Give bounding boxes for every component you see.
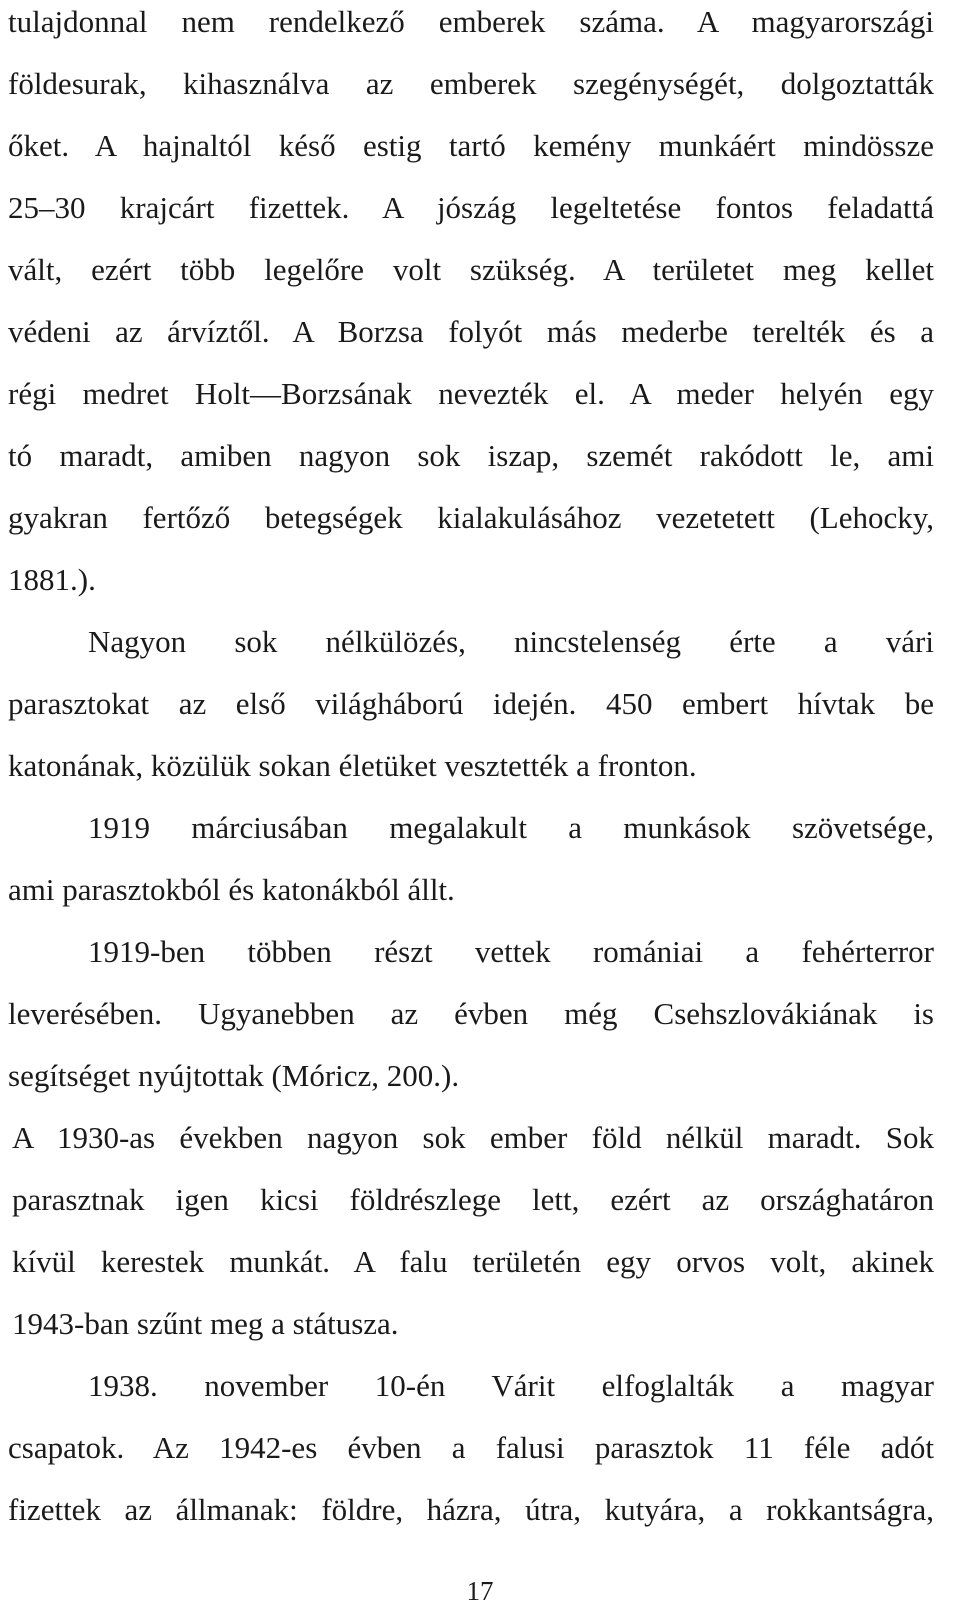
page-number: 17 — [466, 1576, 494, 1606]
text-line: védeni az árvíztől. A Borzsa folyót más mederbe terelték és a — [8, 314, 934, 349]
text-line: gyakran fertőző betegségek kialakulásához vezetetett (Lehocky, — [8, 500, 934, 535]
text-line: leverésében. Ugyanebben az évben még Csehszlovákiának is — [8, 996, 934, 1031]
text-line: parasztnak igen kicsi földrészlege lett, ezért az országhatáron — [12, 1182, 934, 1217]
text-line: A 1930-as években nagyon sok ember föld nélkül maradt. Sok — [12, 1120, 934, 1155]
text-line: vált, ezért több legelőre volt szükség. A területet meg kellet — [8, 252, 934, 287]
text-line: ami parasztokból és katonákból állt. — [8, 872, 455, 907]
text-line: 1919-ben többen részt vettek romániai a fehérterror — [88, 934, 934, 969]
text-line: 1938. november 10-én Várit elfoglalták a magyar — [88, 1368, 934, 1403]
text-line: földesurak, kihasználva az emberek szegénységét, dolgoztatták — [8, 66, 934, 101]
text-line: régi medret Holt—Borzsának nevezték el. A meder helyén egy — [8, 376, 934, 411]
text-line: 1919 márciusában megalakult a munkások szövetsége, — [88, 810, 934, 845]
text-line: 25–30 krajcárt fizettek. A jószág legeltetése fontos feladattá — [8, 190, 934, 225]
text-line: csapatok. Az 1942-es évben a falusi parasztok 11 féle adót — [8, 1430, 934, 1465]
text-line: őket. A hajnaltól késő estig tartó kemény munkáért mindössze — [8, 128, 934, 163]
text-line: segítséget nyújtottak (Móricz, 200.). — [8, 1058, 460, 1093]
text-line: kívül kerestek munkát. A falu területén egy orvos volt, akinek — [12, 1244, 934, 1279]
text-line: parasztokat az első világháború idején. 450 embert hívtak be — [8, 686, 934, 721]
text-line: Nagyon sok nélkülözés, nincstelenség érte a vári — [88, 624, 934, 659]
text-line: tulajdonnal nem rendelkező emberek száma. A magyarországi — [8, 4, 934, 39]
text-line: 1881.). — [8, 562, 96, 597]
text-line: katonának, közülük sokan életüket vesztették a fronton. — [8, 748, 697, 783]
text-line: 1943-ban szűnt meg a státusza. — [12, 1306, 399, 1341]
text-line: tó maradt, amiben nagyon sok iszap, szemét rakódott le, ami — [8, 438, 934, 473]
text-line: fizettek az állmanak: földre, házra, útra, kutyára, a rokkantságra, — [8, 1492, 934, 1527]
